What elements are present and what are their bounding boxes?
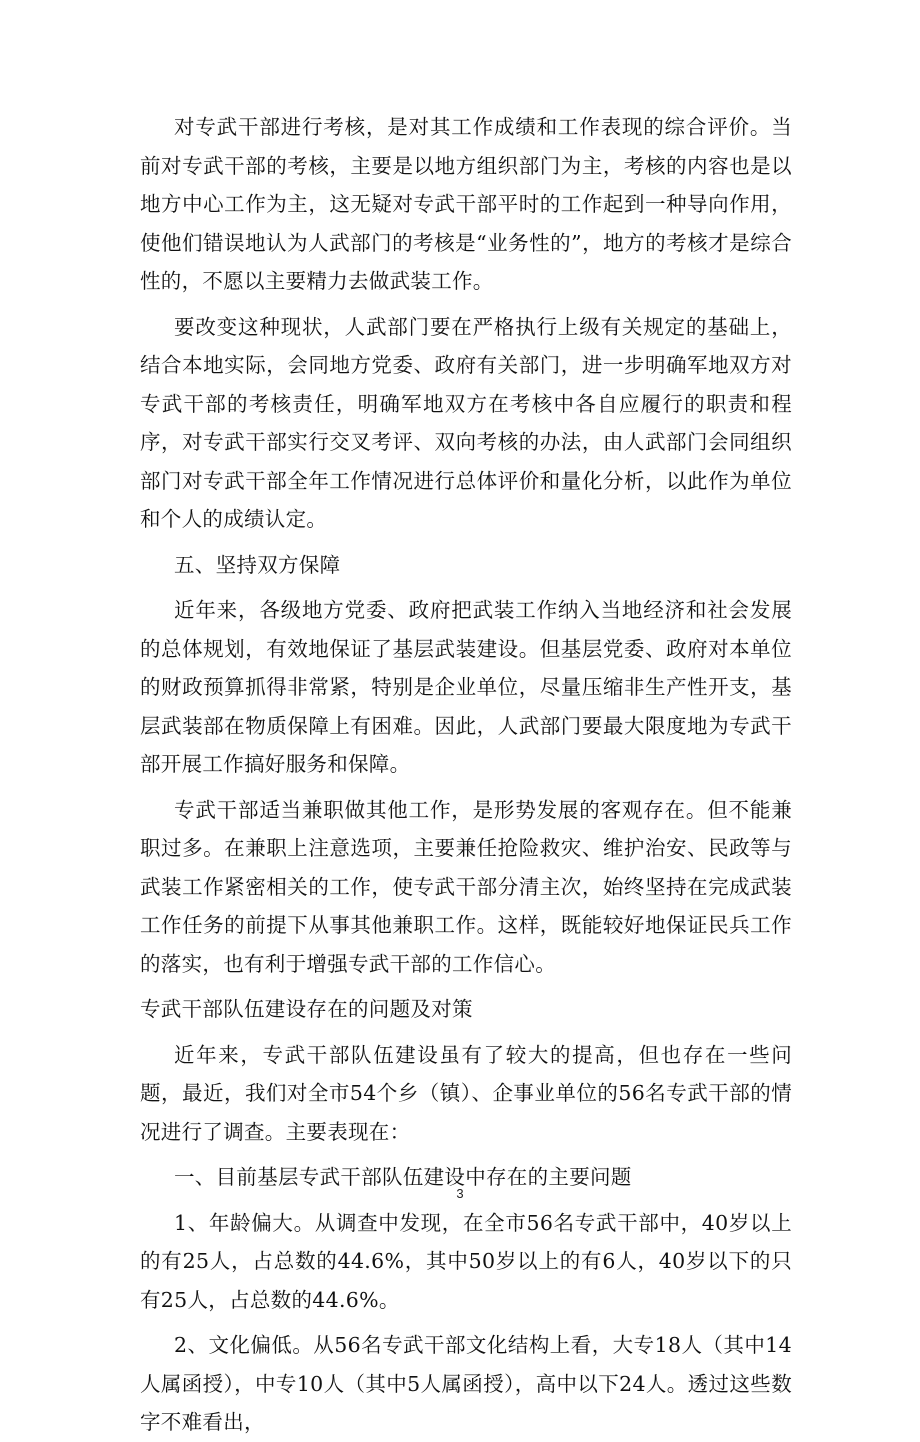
paragraph-guarantee: 近年来，各级地方党委、政府把武装工作纳入当地经济和社会发展的总体规划，有效地保证了基层武装建设。但基层党委、政府对本单位的财政预算抓得非常紧，特别是企业单位，尽量压缩非生产性开支，基层武装部在物质保障上有困难。因此，人武部门要最大限度地为专武干部开展工作搞好服务和保障。 <box>140 598 792 776</box>
section-heading-main-problems: 一、目前基层专武干部队伍建设中存在的主要问题 <box>174 1165 632 1189</box>
section-heading-dual-guarantee: 五、坚持双方保障 <box>174 552 341 577</box>
page-number: 3 <box>456 1186 464 1201</box>
paragraph-assessment-reform: 要改变这种现状，人武部门要在严格执行上级有关规定的基础上，结合本地实际，会同地方党委、政府有关部门，进一步明确军地双方对专武干部的考核责任，明确军地双方在考核中各自应履行的职责和程序，对专武干部实行交叉考评、双向考核的办法，由人武部门会同组织部门对专武干部全年工作情况进行总体评价和量化分析，以此作为单位和个人的成绩认定。 <box>140 314 792 531</box>
document-body <box>140 108 792 1442</box>
paragraph-assessment-intro: 对专武干部进行考核，是对其工作成绩和工作表现的综合评价。当前对专武干部的考核，主要是以地方组织部门为主，考核的内容也是以地方中心工作为主，这无疑对专武干部平时的工作起到一种导向作用，使他们错误地认为人武部门的考核是“业务性的”，地方的考核才是综合性的，不愿以主要精力去做武装工作。 <box>140 115 792 293</box>
article-title: 专武干部队伍建设存在的问题及对策 <box>140 997 473 1021</box>
paragraph-education-issue: 2、文化偏低。从56名专武干部文化结构上看，大专18人（其中14人属函授），中专10人（其中5人属函授），高中以下24人。透过这些数字不难看出， <box>140 1333 792 1434</box>
paragraph-age-issue: 1、年龄偏大。从调查中发现，在全市56名专武干部中，40岁以上的有25人，占总数的44.6%，其中50岁以上的有6人，40岁以下的只有25人，占总数的44.6%。 <box>140 1210 792 1312</box>
paragraph-survey-intro: 近年来，专武干部队伍建设虽有了较大的提高，但也存在一些问题，最近，我们对全市54个乡（镇）、企事业单位的56名专武干部的情况进行了调查。主要表现在： <box>140 1042 792 1144</box>
paragraph-part-time-duties: 专武干部适当兼职做其他工作，是形势发展的客观存在。但不能兼职过多。在兼职上注意选项，主要兼任抢险救灾、维护治安、民政等与武装工作紧密相关的工作，使专武干部分清主次，始终坚持在完成武装工作任务的前提下从事其他兼职工作。这样，既能较好地保证民兵工作的落实，也有利于增强专武干部的工作信心。 <box>140 797 792 976</box>
